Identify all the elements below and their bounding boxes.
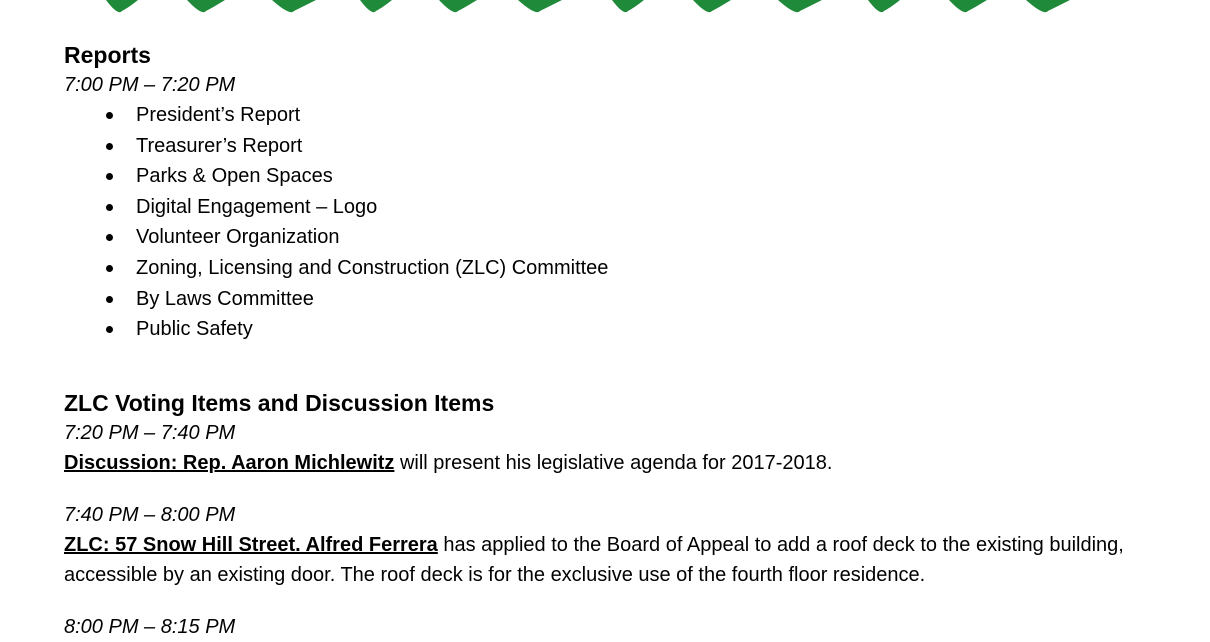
list-item: Volunteer Organization [106,222,1164,253]
agenda-document [64,40,1164,642]
bullet-icon [106,143,113,150]
bullet-icon [106,173,113,180]
entry-time: 7:40 PM – 8:00 PM [64,503,236,526]
brush-stroke-mark [693,0,731,12]
brush-stroke-mark [272,0,316,12]
brush-stroke-mark [868,0,900,12]
brush-stroke-mark [1026,0,1070,12]
list-item: President’s Report [106,100,1164,131]
entry-time: 8:00 PM – 8:15 PM [64,615,236,638]
entry-lead: ZLC: 57 Snow Hill Street. Alfred Ferrera [64,533,438,556]
reports-time: 7:00 PM – 7:20 PM [64,74,236,96]
zlc-heading: ZLC Voting Items and Discussion Items [64,389,495,416]
brush-stroke-mark [778,0,822,12]
bullet-icon [106,204,113,211]
entry-text: has applied to the Board of Appeal to add a roof deck to the existing building, accessible by an existing door. The roof deck is for the exclusive use of the fourth floor residence. [64,533,1124,586]
list-item: Digital Engagement – Logo [106,192,1164,223]
brush-stroke-mark [518,0,562,12]
list-item: Parks & Open Spaces [106,161,1164,192]
list-item: Treasurer’s Report [106,131,1164,162]
brush-stroke-mark [360,0,392,12]
entry-time: 7:20 PM – 7:40 PM [64,421,236,444]
zlc-section [64,388,1164,642]
reports-heading: Reports [64,42,151,68]
entry-lead: Discussion: Rep. Aaron Michlewitz [64,451,395,474]
brush-stroke-mark [106,0,138,12]
decorative-border [0,0,1210,14]
bullet-icon [106,326,113,333]
reports-list [64,100,1164,345]
agenda-entry [64,530,1164,590]
bullet-icon [106,234,113,241]
brush-stroke-mark [439,0,477,12]
bullet-icon [106,112,113,119]
brush-stroke-mark [949,0,987,12]
brush-stroke-mark [612,0,644,12]
brush-stroke-mark [187,0,225,12]
bullet-icon [106,265,113,272]
list-item: Public Safety [106,314,1164,345]
entry-text: will present his legislative agenda for 2017-2018. [394,451,833,474]
list-item: By Laws Committee [106,284,1164,315]
bullet-icon [106,296,113,303]
agenda-entry [64,448,1164,478]
list-item: Zoning, Licensing and Construction (ZLC) Committee [106,253,1164,284]
